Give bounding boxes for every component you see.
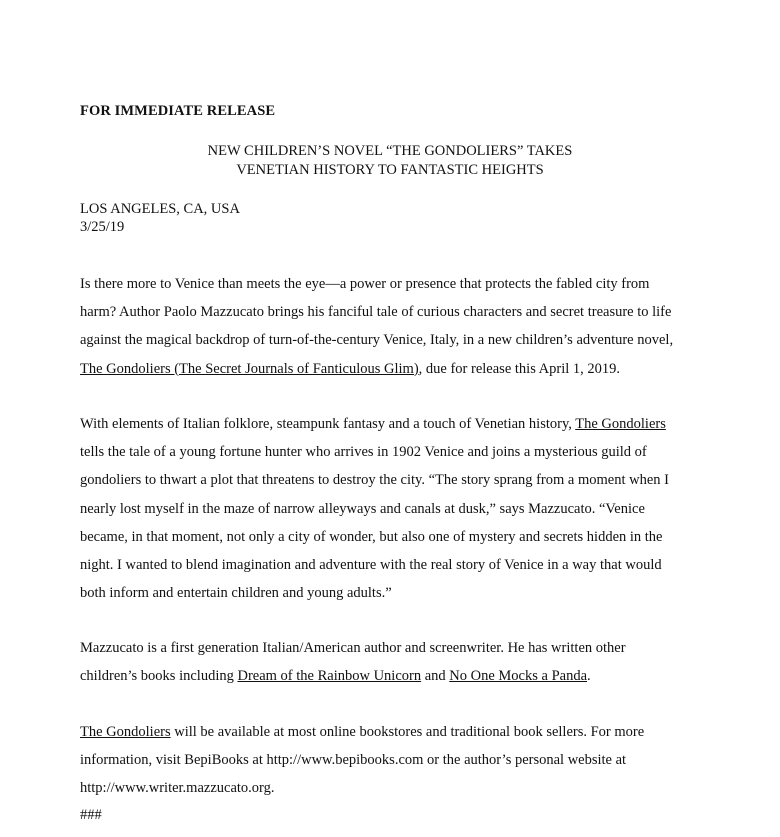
book-title: The Gondoliers	[575, 416, 666, 432]
p3-period: .	[587, 668, 591, 685]
p1-line-2: harm? Author Paolo Mazzucato brings his fanciful tale of curious characters and secret treasure to life	[80, 304, 672, 321]
p4-line-3: http://www.writer.mazzucato.org.	[80, 780, 275, 797]
dateline	[80, 200, 240, 236]
headline	[0, 142, 780, 180]
p2-line-5: became, in that moment, not only a city of wonder, but also one of mystery and secrets hidden in the	[80, 528, 663, 545]
release-label: FOR IMMEDIATE RELEASE	[80, 103, 276, 119]
p3-line-2	[80, 662, 705, 690]
paragraph-availability	[80, 718, 705, 803]
p2-line-2: tells the tale of a young fortune hunter who arrives in 1902 Venice and joins a mysterious guild of	[80, 444, 647, 461]
headline-line-1: NEW CHILDREN’S NOVEL “THE GONDOLIERS” TAKES	[207, 143, 573, 159]
p2-line-1	[80, 410, 705, 438]
p2-line-6: night. I wanted to blend imagination and adventure with the real story of Venice in a way that would	[80, 557, 662, 574]
p3-and: and	[421, 668, 450, 685]
p2-line-3: gondoliers to thwart a plot that threatens to destroy the city. “The story sprang from a moment when I	[80, 472, 669, 489]
p3-line-2-text: children’s books including	[80, 668, 238, 685]
dateline-date: 3/25/19	[80, 219, 125, 235]
dateline-location: LOS ANGELES, CA, USA	[80, 201, 240, 217]
book-title-availability: The Gondoliers	[80, 724, 171, 740]
book-title-panda: No One Mocks a Panda	[449, 668, 588, 685]
book-title-link: The Gondoliers (The Secret Journals of Fanticulous Glim)	[80, 360, 419, 377]
p4-line-1-rest: will be available at most online bookstores and traditional book sellers. For more	[170, 724, 645, 740]
p4-line-2: information, visit BepiBooks at http://www.bepibooks.com or the author’s personal website at	[80, 752, 627, 769]
headline-line-2: VENETIAN HISTORY TO FANTASTIC HEIGHTS	[236, 162, 544, 178]
p1-line-1: Is there more to Venice than meets the eye—a power or presence that protects the fabled city from	[80, 276, 650, 292]
paragraph-author	[80, 634, 705, 690]
paragraph-synopsis	[80, 410, 705, 607]
book-title-unicorn: Dream of the Rainbow Unicorn	[237, 668, 422, 685]
p2-line-4: nearly lost myself in the maze of narrow alleyways and canals at dusk,” says Mazzucato. “Venice	[80, 500, 645, 517]
p4-line-1	[80, 718, 705, 746]
p3-line-1: Mazzucato is a first generation Italian/American author and screenwriter. He has written other	[80, 640, 626, 656]
end-mark: ###	[80, 807, 102, 823]
p2-line-1-text: With elements of Italian folklore, steampunk fantasy and a touch of Venetian history,	[80, 416, 576, 432]
paragraph-intro	[80, 270, 705, 383]
p1-line-4	[80, 355, 705, 383]
p1-line-3: against the magical backdrop of turn-of-the-century Venice, Italy, in a new children’s adventure novel,	[80, 332, 674, 349]
p2-line-7: both inform and entertain children and young adults.”	[80, 585, 392, 602]
p1-line-4-rest: , due for release this April 1, 2019.	[418, 360, 621, 377]
